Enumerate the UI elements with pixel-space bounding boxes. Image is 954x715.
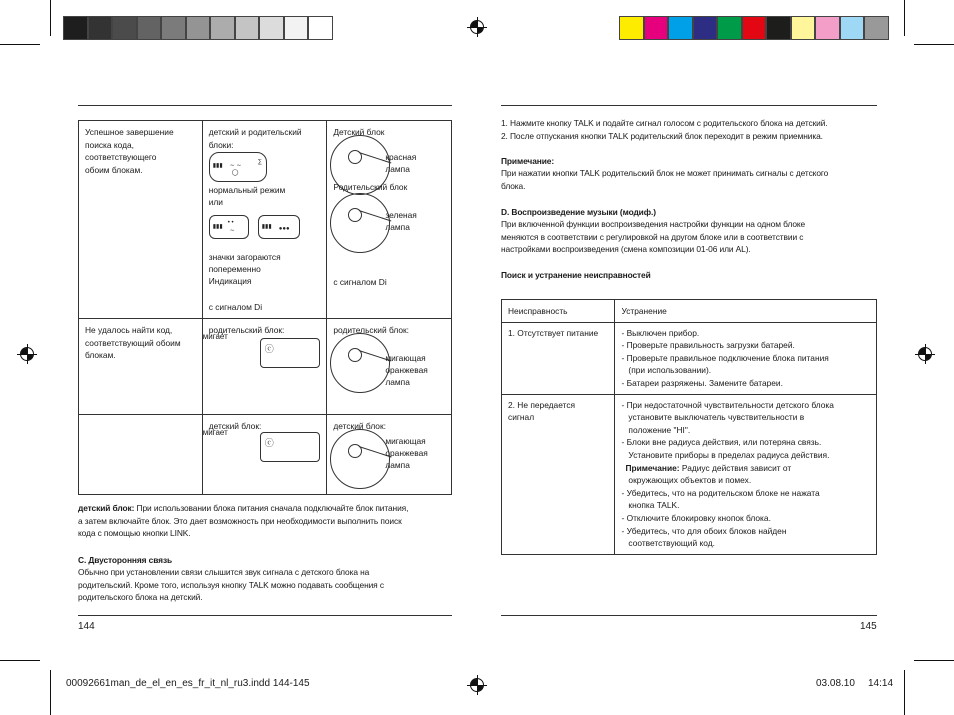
fix-line: - Убедитесь, что для обоих блоков найден: [621, 525, 787, 536]
color-swatch: [840, 16, 865, 40]
note-line: [78, 502, 458, 515]
baby-unit-label: детский блок:: [208, 421, 262, 431]
color-swatch: [137, 16, 162, 40]
color-swatch: [88, 16, 113, 40]
parent-unit-label: Родительский блок: [333, 182, 408, 192]
crop-mark: [50, 0, 51, 36]
pairing-status-table: [78, 120, 452, 495]
table-row: [79, 121, 452, 319]
lamp-label: оранжевая: [385, 365, 428, 375]
note-body: [501, 167, 881, 192]
cell-line: или: [208, 197, 223, 207]
color-swatch: [112, 16, 137, 40]
fix-cell: [615, 322, 877, 394]
cell-line: Успешное завершение: [85, 127, 174, 137]
fix-line: - Блоки вне радиуса действия, или потеряна связь.: [621, 437, 822, 448]
cell-line: детский и родительский: [208, 127, 302, 137]
table-cell: [79, 415, 203, 495]
color-swatch: [791, 16, 816, 40]
step-item: 1. Нажмите кнопку TALK и подайте сигнал голосом с родительского блока на детский.: [501, 118, 828, 128]
lamp-label: красная: [385, 152, 417, 162]
color-swatch: [210, 16, 235, 40]
fix-line: Установите приборы в пределах радиуса действия.: [621, 449, 830, 460]
footer-rule: [501, 615, 877, 616]
steps-list: [501, 117, 881, 142]
section-body: [501, 218, 881, 256]
registration-mark-icon: [470, 20, 484, 34]
baby-unit-label: детский блок:: [333, 421, 386, 431]
fix-line: - Батареи разряжены. Замените батареи.: [621, 377, 783, 388]
baby-unit-label: Детский блок: [333, 127, 385, 137]
body-line: Обычно при установлении связи слышится звук сигнала с детского блока на: [78, 567, 370, 577]
section-title: Поиск и устранение неисправностей: [501, 270, 651, 280]
table-row: [79, 415, 452, 495]
color-swatch: [644, 16, 669, 40]
fix-line: - Выключен прибор.: [621, 327, 700, 338]
fix-line: окружающих объектов и помех.: [621, 475, 752, 486]
file-slug: 00092661man_de_el_en_es_fr_it_nl_ru3.indd 144-145: [66, 678, 310, 689]
column-header: Неисправность: [502, 300, 615, 323]
signal-note: с сигналом Di: [333, 277, 387, 287]
body-line: блока.: [501, 180, 526, 191]
section-title: D. Воспроизведение музыки (модиф.): [501, 207, 656, 217]
body-line: родительского блока на детский.: [78, 592, 203, 603]
parent-unit-display-icon: ⓒ: [260, 338, 320, 368]
cell-line: значки загораются: [208, 252, 281, 262]
fix-line: - Проверьте правильное подключение блока питания: [621, 352, 829, 363]
section-body: [78, 566, 458, 604]
page-number: 144: [78, 621, 95, 632]
cell-line: нормальный режим: [208, 185, 286, 195]
baby-unit-display-icon: ⓒ: [260, 432, 320, 462]
table-header-row: [502, 300, 877, 323]
lamp-icon: [330, 429, 390, 489]
cell-line: соответствующий обоим: [85, 337, 181, 348]
fix-line: - Проверьте правильность загрузки батарей.: [621, 340, 795, 351]
lamp-label: мигающая: [385, 353, 426, 363]
lamp-label: лампа: [385, 164, 410, 174]
crop-mark: [914, 44, 954, 45]
crop-mark: [0, 44, 40, 45]
cell-line: обоим блокам.: [85, 164, 143, 175]
table-row: [502, 322, 877, 394]
parent-unit-display-icon: ▮▮▮ ●●●: [258, 215, 300, 239]
slug-date: 03.08.10: [816, 678, 855, 689]
table-cell: [202, 319, 327, 415]
color-swatch: [864, 16, 889, 40]
problem-cell: [502, 394, 615, 554]
table-cell: [327, 121, 452, 319]
fix-line: установите выключатель чувствительности в: [621, 412, 805, 423]
step-item: 2. После отпускания кнопки TALK родительский блок переходит в режим приемника.: [501, 130, 823, 141]
parent-unit-label: родительский блок:: [333, 325, 410, 335]
cell-line: соответствующего: [85, 152, 157, 163]
table-cell: [327, 415, 452, 495]
problem-line: 2. Не передается: [508, 399, 576, 410]
table-cell: [202, 121, 327, 319]
body-line: настройками воспроизведения (смена композиции 01-06 или AL).: [501, 244, 751, 255]
body-line: меняются в соответствии с регулировкой на другом блоке или в соответствии с: [501, 231, 804, 242]
footer-rule: [78, 615, 452, 616]
lamp-label: оранжевая: [385, 448, 428, 458]
note-text: Радиус действия зависит от: [679, 462, 792, 473]
table-cell: [79, 319, 203, 415]
color-swatch: [284, 16, 309, 40]
cell-line: поиска кода,: [85, 139, 134, 150]
fix-line: - Отключите блокировку кнопок блока.: [621, 512, 771, 523]
table-cell: [202, 415, 327, 495]
body-line: При включенной функции воспроизведения настройки функции на одном блоке: [501, 219, 806, 229]
column-header: Устранение: [615, 300, 877, 323]
section-title: C. Двусторонняя связь: [78, 555, 173, 565]
page-number: 145: [860, 621, 877, 632]
fix-line: - Убедитесь, что на родительском блоке не нажата: [621, 487, 820, 498]
registration-mark-icon: [20, 347, 34, 361]
body-line: При нажатии кнопки TALK родительский блок не может принимать сигналы с детского: [501, 168, 829, 178]
signal-note: с сигналом Di: [208, 302, 263, 312]
cell-line: Не удалось найти код,: [85, 325, 173, 335]
color-swatch: [235, 16, 260, 40]
fix-cell: [615, 394, 877, 554]
crop-mark: [0, 660, 40, 661]
lamp-icon: [330, 333, 390, 393]
fix-line: - При недостаточной чувствительности детского блока: [621, 399, 834, 410]
color-swatch: [161, 16, 186, 40]
problem-line: сигнал: [508, 412, 535, 423]
lamp-label: мигающая: [385, 436, 426, 446]
color-swatch: [308, 16, 333, 40]
crop-mark: [50, 670, 51, 715]
note-bold: Примечание:: [625, 462, 680, 473]
header-rule: [501, 105, 877, 106]
fix-note-line: [621, 462, 870, 475]
color-swatch: [693, 16, 718, 40]
power-note: [78, 502, 458, 540]
parent-unit-display-icon: ▮▮▮ • • ∼: [209, 215, 249, 239]
note-text: При использовании блока питания сначала подключайте блок питания,: [134, 503, 409, 513]
cell-line: блокам.: [85, 350, 116, 361]
table-row: [79, 319, 452, 415]
registration-mark-icon: [918, 347, 932, 361]
table-cell: [327, 319, 452, 415]
fix-line: (при использовании).: [621, 365, 712, 376]
fix-line: кнопка TALK.: [621, 500, 680, 511]
cell-line: блоки:: [208, 139, 234, 150]
color-swatch: [668, 16, 693, 40]
color-swatch: [619, 16, 644, 40]
color-swatch: [186, 16, 211, 40]
registration-mark-icon: [470, 678, 484, 692]
lamp-icon: [330, 193, 390, 253]
color-swatch: [742, 16, 767, 40]
crop-mark: [904, 670, 905, 715]
color-swatch: [717, 16, 742, 40]
baby-unit-display-icon: ▮▮▮ ∼ ∼ ◯ ∑: [209, 152, 267, 182]
color-swatch: [815, 16, 840, 40]
troubleshooting-table: [501, 299, 877, 555]
fix-line: соответствующий код.: [621, 538, 715, 549]
parent-unit-label: родительский блок:: [208, 325, 285, 335]
table-cell: [79, 121, 203, 319]
note-title: Примечание:: [501, 156, 555, 166]
table-row: [502, 394, 877, 554]
slug-time: 14:14: [868, 678, 894, 689]
lamp-label: лампа: [385, 222, 410, 232]
cell-line: попеременно: [208, 264, 261, 274]
lamp-label: лампа: [385, 377, 410, 387]
color-swatch: [63, 16, 88, 40]
blink-label: мигает: [202, 428, 228, 437]
note-line: кода с помощью кнопки LINK.: [78, 528, 191, 539]
crop-mark: [904, 0, 905, 36]
color-swatch: [259, 16, 284, 40]
blink-label: мигает: [202, 332, 228, 341]
note-line: а затем включайте блок. Это дает возможность при необходимости выполнить поиск: [78, 515, 402, 526]
fix-line: положение "HI".: [621, 424, 691, 435]
lamp-label: лампа: [385, 460, 410, 470]
body-line: родительский. Кроме того, используя кнопку TALK можно подавать сообщения с: [78, 579, 384, 590]
note-bold: детский блок:: [78, 503, 135, 513]
color-swatch: [766, 16, 791, 40]
cell-line: Индикация: [208, 276, 252, 286]
problem-cell: 1. Отсутствует питание: [502, 322, 615, 394]
lamp-label: зеленая: [385, 210, 417, 220]
header-rule: [78, 105, 452, 106]
crop-mark: [914, 660, 954, 661]
